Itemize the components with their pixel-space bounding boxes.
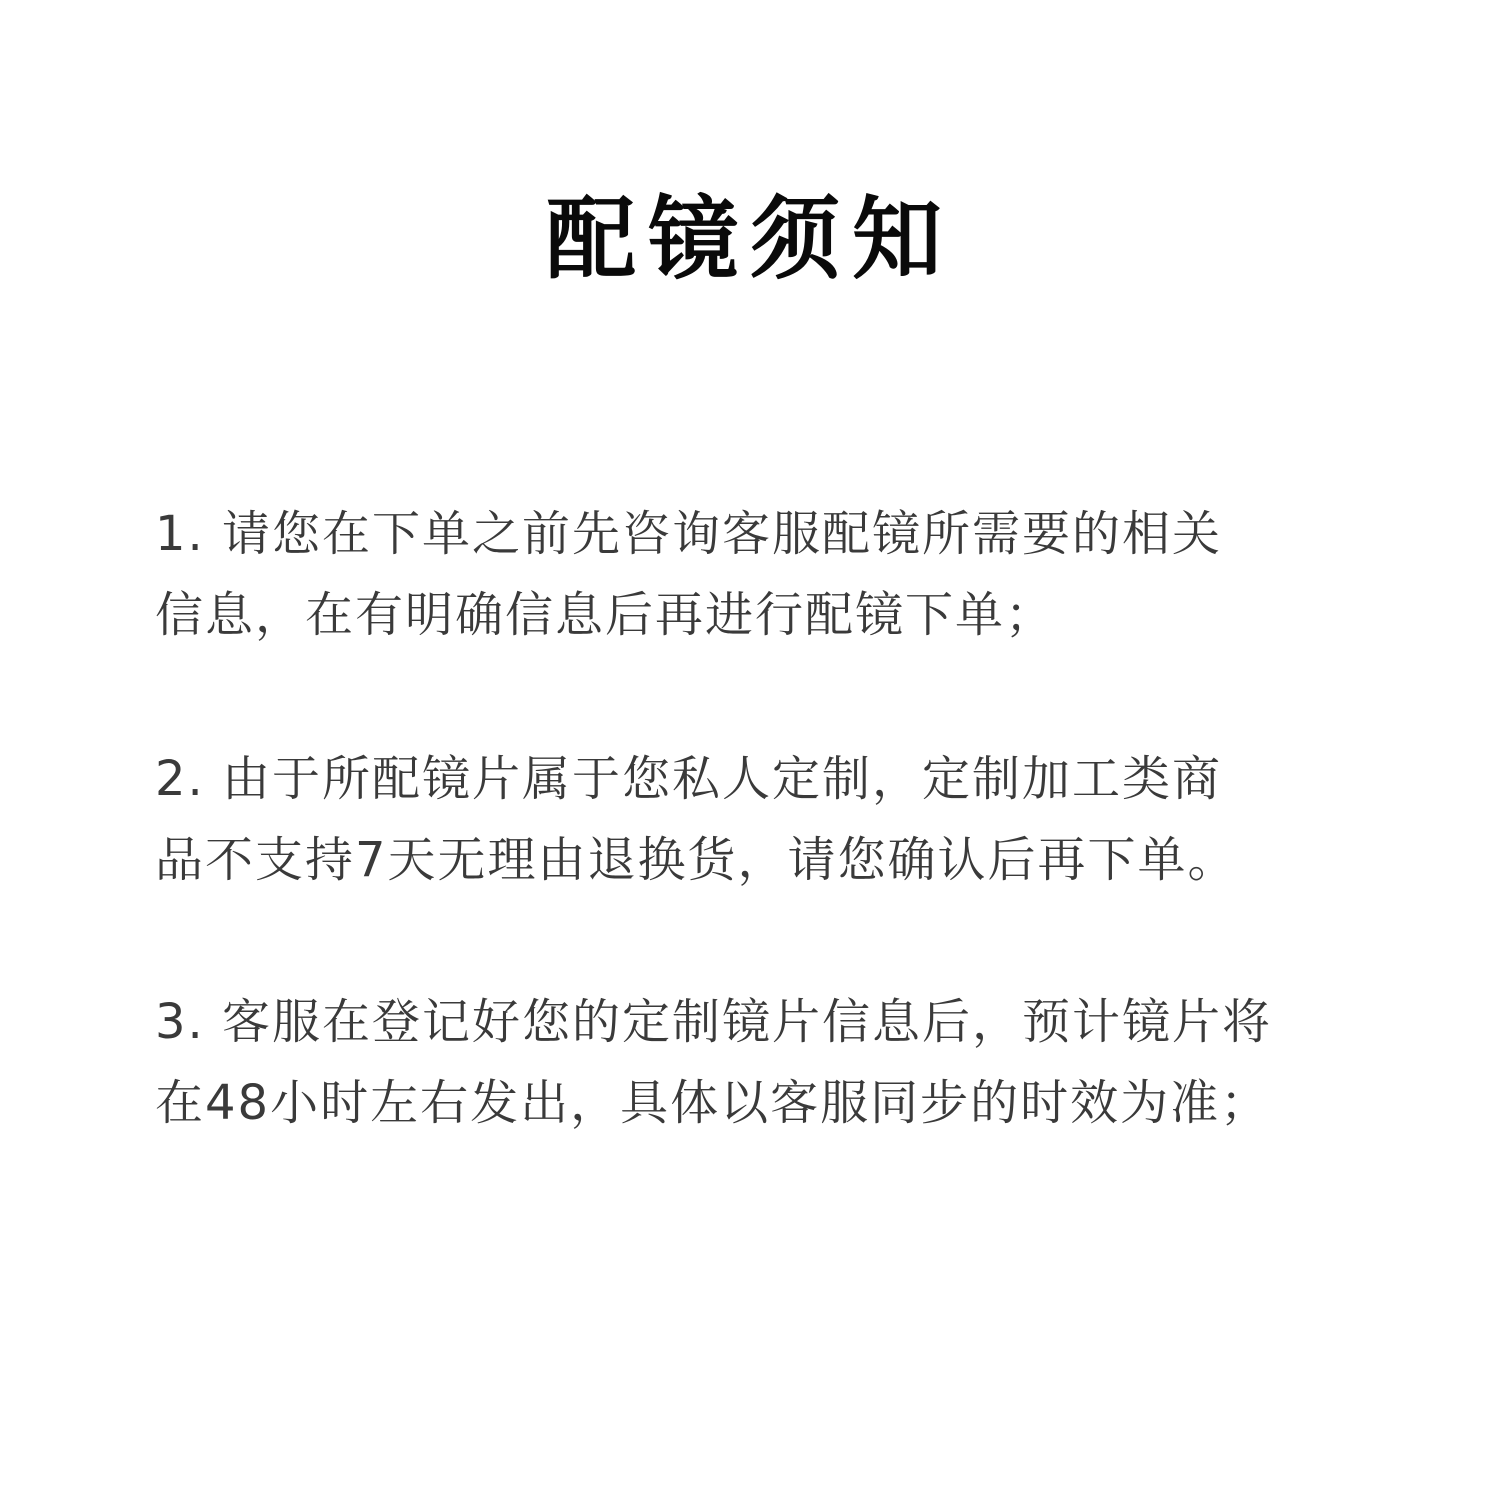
notice-line: 3. 客服在登记好您的定制镜片信息后，预计镜片将 xyxy=(155,994,1273,1050)
notice-item-2 xyxy=(155,739,1395,901)
notice-line: 2. 由于所配镜片属于您私人定制，定制加工类商 xyxy=(155,751,1223,807)
notice-item-1 xyxy=(155,494,1395,656)
notice-line: 信息，在有明确信息后再进行配镜下单； xyxy=(155,587,1056,643)
notice-line: 在48小时左右发出，具体以客服同步的时效为准； xyxy=(155,1075,1271,1131)
notice-item-3 xyxy=(155,982,1395,1144)
notice-line: 1. 请您在下单之前先咨询客服配镜所需要的相关 xyxy=(155,506,1223,562)
page-title: 配镜须知 xyxy=(546,187,954,292)
notice-line: 品不支持7天无理由退换货，请您确认后再下单。 xyxy=(155,832,1238,888)
